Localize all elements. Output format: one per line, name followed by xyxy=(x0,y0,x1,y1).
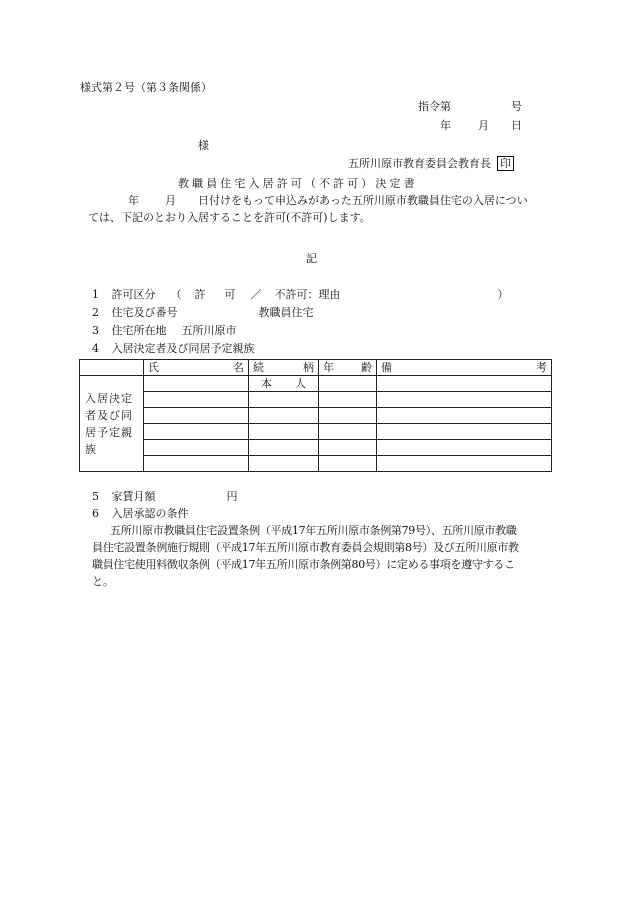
remarks-cell xyxy=(377,376,552,392)
remarks-cell xyxy=(377,456,552,472)
item-label: 入居承認の条件 xyxy=(111,507,189,520)
conditions-line-4: と。 xyxy=(92,575,114,589)
item-housing-location xyxy=(92,322,237,339)
conditions-text xyxy=(92,522,562,590)
remarks-cell xyxy=(377,424,552,440)
remarks-cell xyxy=(377,440,552,456)
header-name: 氏 名 xyxy=(144,360,249,376)
age-cell xyxy=(319,376,377,392)
item-number: 5 xyxy=(92,490,99,503)
open-paren: （ xyxy=(170,288,182,301)
doc-number-suffix: 号 xyxy=(511,100,522,113)
header-relationship: 続 柄 xyxy=(249,360,319,376)
age-cell xyxy=(319,456,377,472)
name-cell xyxy=(144,408,249,424)
item-number: 6 xyxy=(92,507,99,520)
slash: ／ xyxy=(250,288,262,301)
relationship-cell xyxy=(249,456,319,472)
item-number: 3 xyxy=(92,324,99,337)
table-row xyxy=(80,408,552,424)
table-row xyxy=(80,392,552,408)
residents-table xyxy=(79,359,552,472)
permit-char-2: 可 xyxy=(224,288,236,301)
age-cell xyxy=(319,392,377,408)
document-title: 教職員住宅入居許可（不許可）決定書 xyxy=(178,177,418,190)
name-cell xyxy=(144,440,249,456)
item-label: 住宅及び番号 xyxy=(111,306,178,319)
table-row xyxy=(80,440,552,456)
age-cell xyxy=(319,440,377,456)
relationship-cell xyxy=(249,440,319,456)
item-value: 五所川原市 xyxy=(181,324,237,337)
table-side-label: 入居決定者及び同居予定親族 xyxy=(80,376,144,472)
remarks-cell xyxy=(377,392,552,408)
item-conditions xyxy=(92,505,189,522)
item-monthly-rent xyxy=(92,488,238,505)
ki-heading: 記 xyxy=(306,252,317,265)
relationship-cell xyxy=(249,424,319,440)
body-line-2: ては、下記のとおり入居することを許可(不許可)します。 xyxy=(88,211,371,225)
addressee-suffix: 様 xyxy=(198,139,209,152)
item-number: 4 xyxy=(92,342,99,355)
conditions-line-2: 員住宅設置条例施行規則（平成17年五所川原市教育委員会規則第8号）及び五所川原市教 xyxy=(92,541,519,555)
date-month: 月 xyxy=(478,119,489,132)
rent-unit: 円 xyxy=(226,490,238,503)
seal-box: 印 xyxy=(497,156,514,171)
body-text xyxy=(88,192,550,226)
close-paren: ） xyxy=(497,288,509,301)
body-year: 年 xyxy=(128,194,139,207)
table-header-row xyxy=(80,360,552,376)
age-cell xyxy=(319,408,377,424)
conditions-line-1: 五所川原市教職員住宅設置条例（平成17年五所川原市条例第79号）、五所川原市教職 xyxy=(110,524,517,537)
name-cell xyxy=(144,376,249,392)
item-label: 住宅所在地 xyxy=(111,324,167,337)
conditions-line-3: 職員住宅使用料徴収条例（平成17年五所川原市条例第80号）に定める事項を遵守するこ xyxy=(92,558,515,572)
body-line-1 xyxy=(88,192,550,209)
item-number: 2 xyxy=(92,306,99,319)
age-cell xyxy=(319,424,377,440)
table-corner-cell xyxy=(80,360,144,376)
item-residents xyxy=(92,340,255,357)
issuer-name: 五所川原市教育委員会教育長 xyxy=(348,157,491,170)
relationship-cell xyxy=(249,408,319,424)
name-cell xyxy=(144,392,249,408)
item-housing-number xyxy=(92,304,314,321)
permit-char-1: 許 xyxy=(194,288,206,301)
date-day: 日 xyxy=(511,119,522,132)
doc-number-prefix: 指令第 xyxy=(418,100,451,113)
item-label: 入居決定者及び同居予定親族 xyxy=(111,342,255,355)
issuer xyxy=(348,155,514,172)
item-number: 1 xyxy=(92,288,99,301)
remarks-cell xyxy=(377,408,552,424)
relationship-cell: 本 人 xyxy=(249,376,319,392)
header-remarks: 備 考 xyxy=(377,360,552,376)
body-month: 月 xyxy=(165,194,176,207)
deny-reason-label: 不許可：理由 xyxy=(274,288,341,301)
body-text-1: 日付けをもって申込みがあった五所川原市教職員住宅の入居につい xyxy=(198,194,528,207)
table-row xyxy=(80,424,552,440)
item-value: 教職員住宅 xyxy=(258,306,314,319)
name-cell xyxy=(144,424,249,440)
form-number: 様式第２号（第３条関係） xyxy=(80,81,212,94)
date-year: 年 xyxy=(440,119,451,132)
item-label: 許可区分 xyxy=(111,288,156,301)
table-row xyxy=(80,376,552,392)
item-permit-category xyxy=(92,286,509,303)
name-cell xyxy=(144,456,249,472)
relationship-cell xyxy=(249,392,319,408)
header-age: 年 齢 xyxy=(319,360,377,376)
item-label: 家賃月額 xyxy=(111,490,156,503)
table-row xyxy=(80,456,552,472)
